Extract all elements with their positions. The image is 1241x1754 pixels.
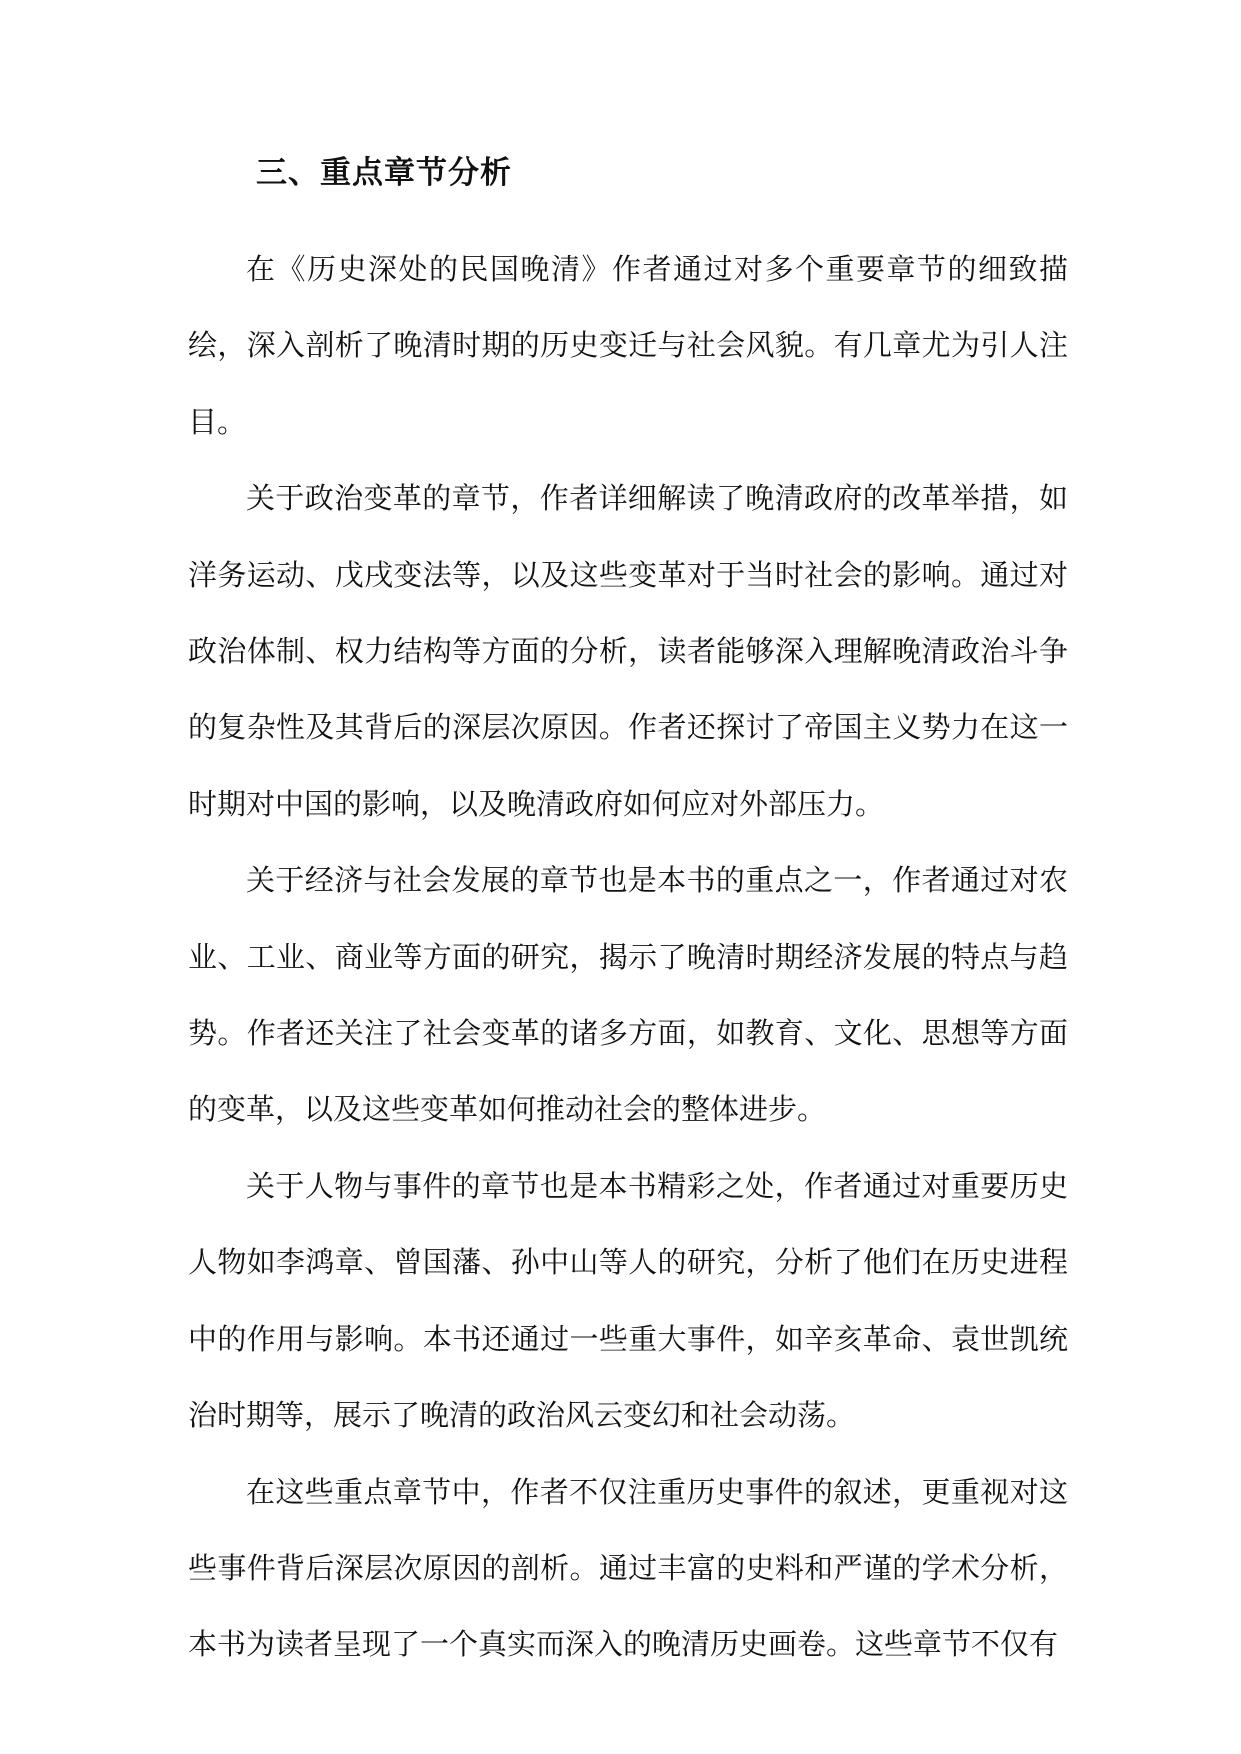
paragraph-4: 关于人物与事件的章节也是本书精彩之处，作者通过对重要历史人物如李鸿章、曾国藩、孙中山等人的研究，分析了他们在历史进程中的作用与影响。本书还通过一些重大事件，如辛亥革命、袁世凯统治时期等，展示了晚清的政治风云变幻和社会动荡。 (188, 1168, 1068, 1433)
paragraph-1: 在《历史深处的民国晚清》作者通过对多个重要章节的细致描绘，深入剖析了晚清时期的历史变迁与社会风貌。有几章尤为引人注目。 (188, 252, 1068, 439)
paragraph-5: 在这些重点章节中，作者不仅注重历史事件的叙述，更重视对这些事件背后深层次原因的剖析。通过丰富的史料和严谨的学术分析，本书为读者呈现了一个真实而深入的晚清历史画卷。这些章节不仅有 (188, 1474, 1068, 1662)
section-heading: 三、重点章节分析 (256, 155, 512, 191)
paragraph-2: 关于政治变革的章节，作者详细解读了晚清政府的改革举措，如洋务运动、戊戌变法等，以及这些变革对于当时社会的影响。通过对政治体制、权力结构等方面的分析，读者能够深入理解晚清政治斗争的复杂性及其背后的深层次原因。作者还探讨了帝国主义势力在这一时期对中国的影响，以及晚清政府如何应对外部压力。 (188, 481, 1068, 821)
body-text (188, 231, 1068, 1683)
paragraph-3: 关于经济与社会发展的章节也是本书的重点之一，作者通过对农业、工业、商业等方面的研究，揭示了晚清时期经济发展的特点与趋势。作者还关注了社会变革的诸多方面，如教育、文化、思想等方面的变革，以及这些变革如何推动社会的整体进步。 (188, 863, 1068, 1127)
